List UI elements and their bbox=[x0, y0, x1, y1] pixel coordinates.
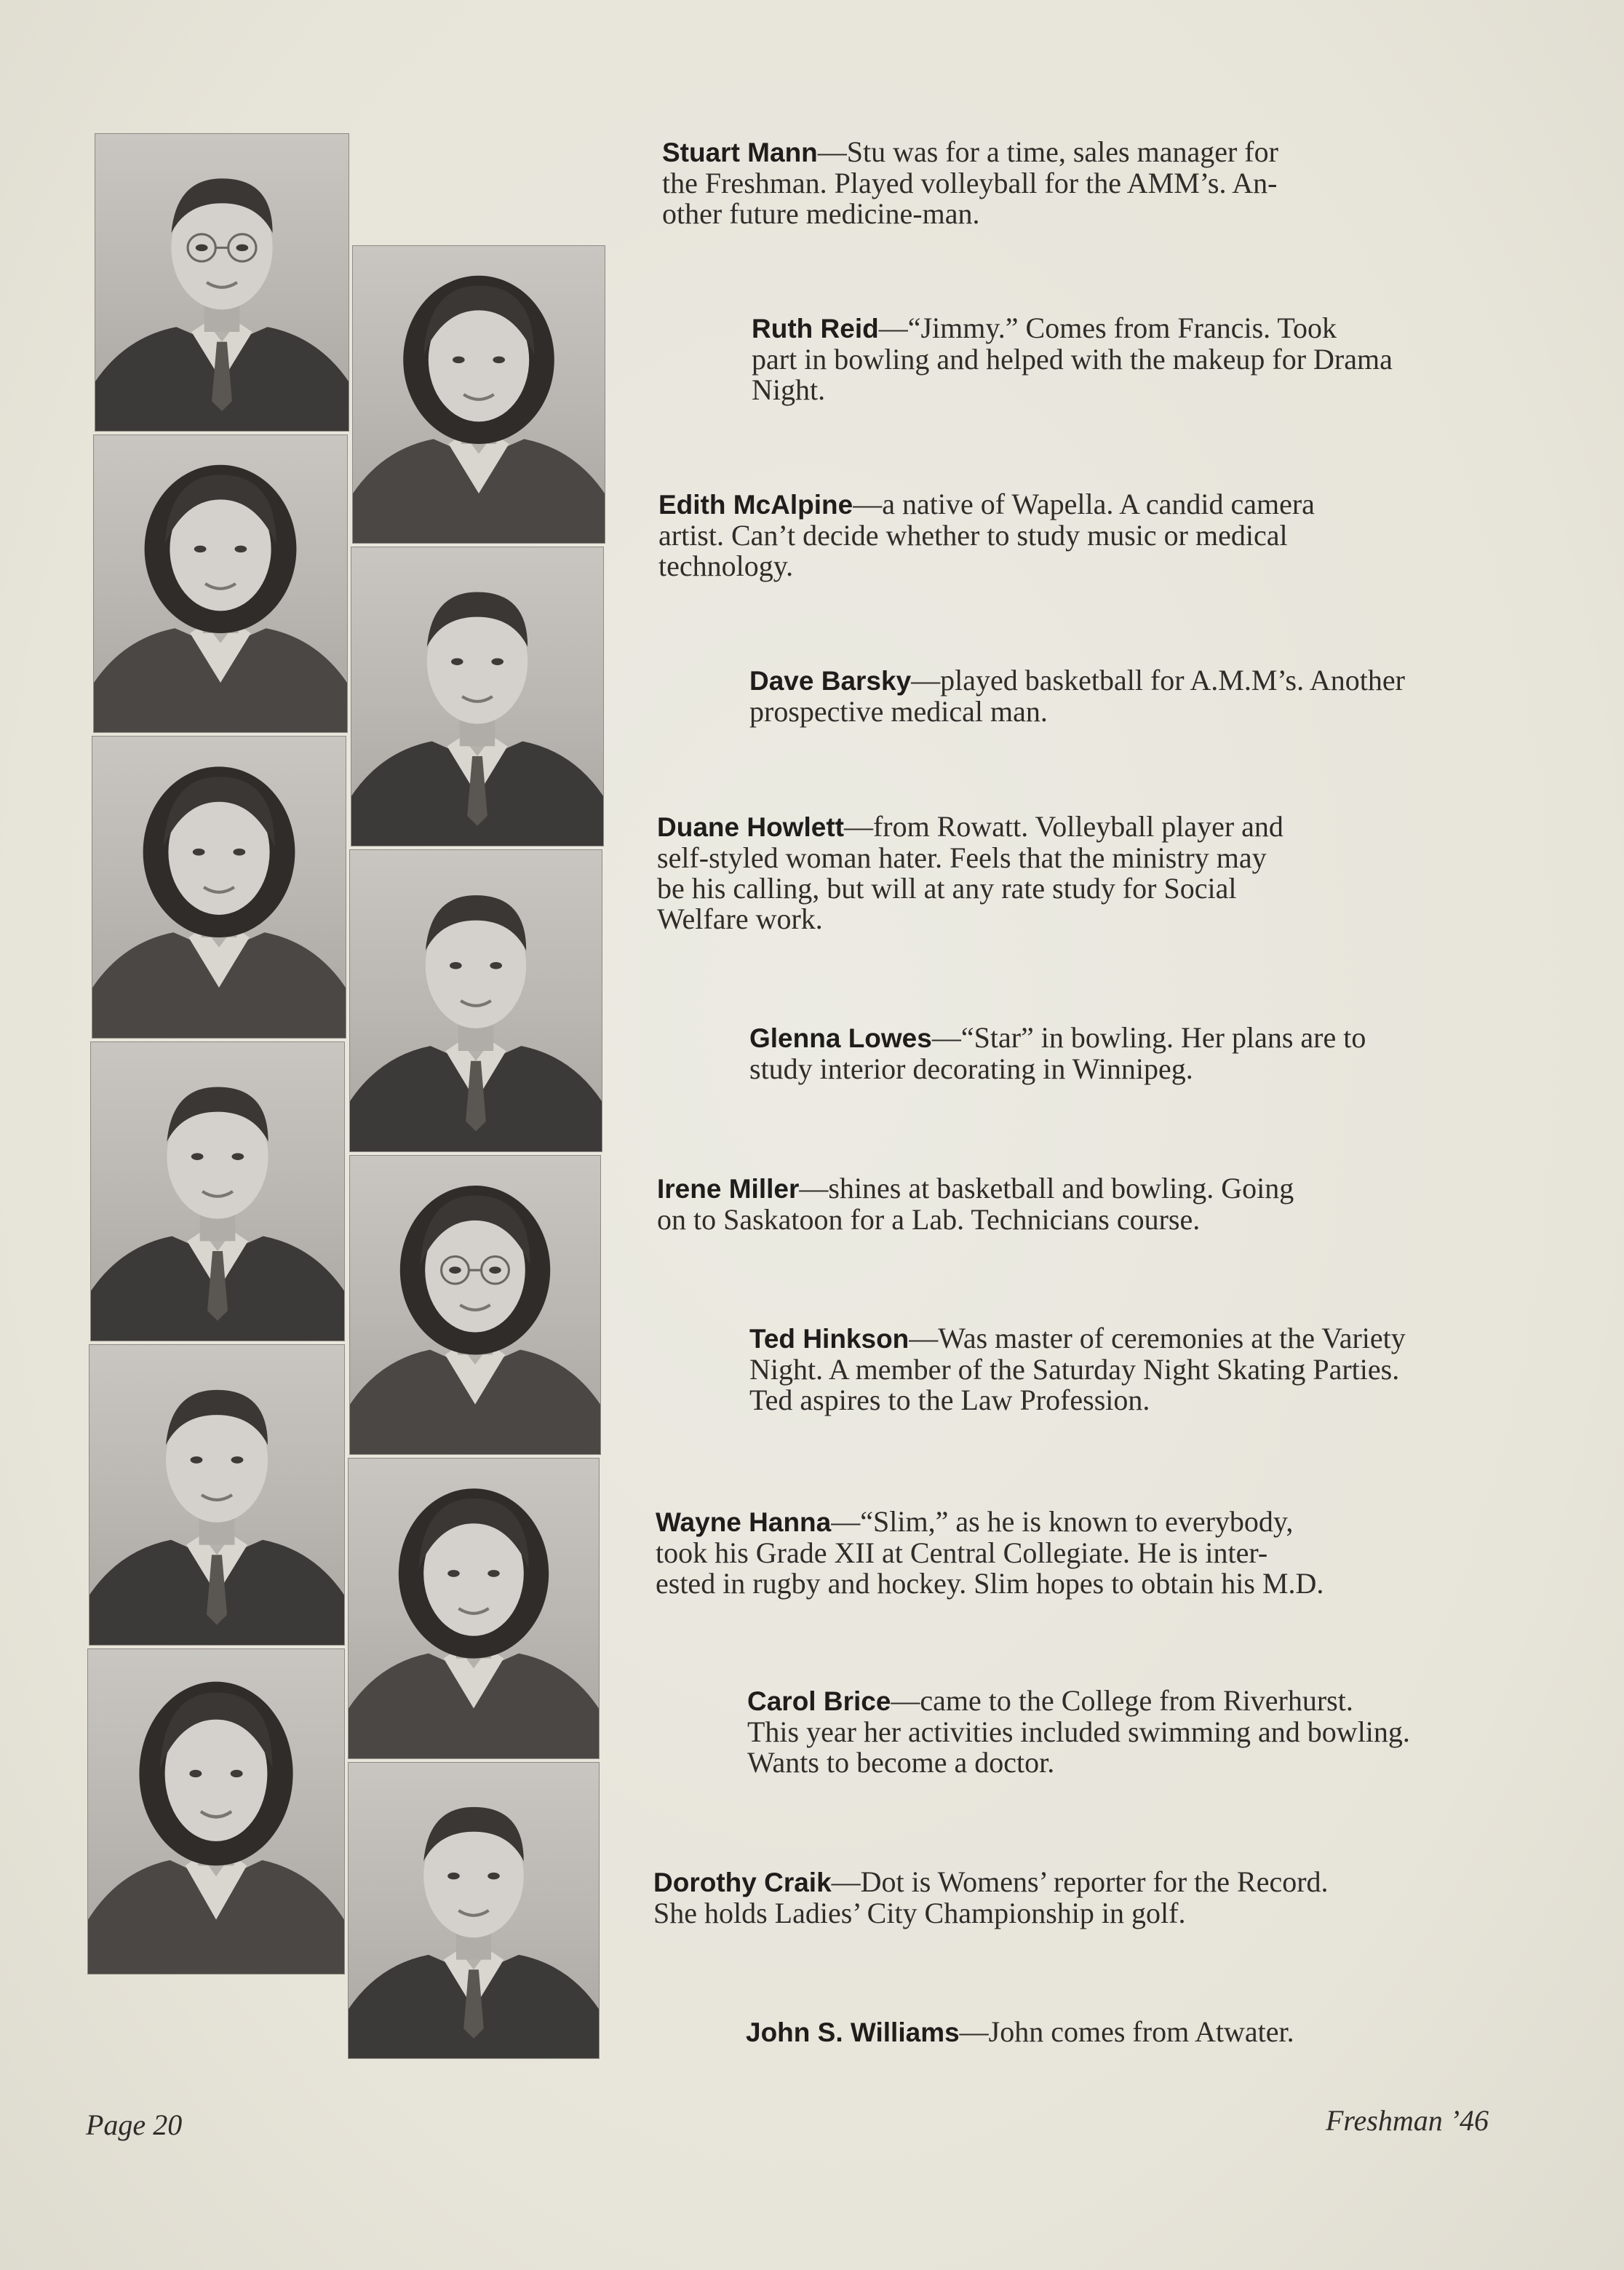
portrait-photo-carol-brice bbox=[348, 1458, 600, 1759]
portrait-photo-dorothy-craik bbox=[87, 1648, 345, 1975]
portrait-male-icon bbox=[91, 1042, 344, 1341]
portrait-photo-duane-howlett bbox=[92, 736, 346, 1039]
entry-text: —“Star” in bowling. Her plans are to bbox=[931, 1021, 1366, 1054]
entry-carol-brice bbox=[747, 1686, 1522, 1778]
student-name: John S. Williams bbox=[746, 2017, 960, 2047]
entry-ruth-reid bbox=[752, 313, 1521, 405]
entry-duane-howlett bbox=[657, 811, 1428, 934]
entry-text: other future medicine-man. bbox=[662, 197, 980, 230]
entry-dorothy-craik bbox=[653, 1867, 1425, 1929]
entry-text: —came to the College from Riverhurst. bbox=[891, 1684, 1353, 1717]
student-name: Dorothy Craik bbox=[653, 1868, 832, 1897]
portrait-female-icon bbox=[88, 1649, 344, 1974]
student-name: Ted Hinkson bbox=[749, 1324, 909, 1354]
entry-john-williams bbox=[746, 2017, 1517, 2048]
entry-text: ested in rugby and hockey. Slim hopes to obtain his M.D. bbox=[656, 1567, 1324, 1600]
entry-text: —played basketball for A.M.M’s. Another bbox=[911, 664, 1405, 697]
entry-text: took his Grade XII at Central Collegiate. He is inter- bbox=[656, 1536, 1268, 1569]
portrait-female-icon bbox=[94, 435, 347, 732]
entry-text: —a native of Wapella. A candid camera bbox=[853, 488, 1315, 520]
portrait-female-icon bbox=[353, 246, 605, 543]
entry-text: Night. A member of the Saturday Night Skating Parties. bbox=[749, 1353, 1400, 1386]
portrait-photo-stuart-mann bbox=[95, 133, 349, 432]
student-name: Edith McAlpine bbox=[658, 490, 853, 520]
portrait-male-icon bbox=[350, 850, 602, 1151]
entry-text: Wants to become a doctor. bbox=[747, 1746, 1055, 1779]
portrait-male-glasses-icon bbox=[95, 134, 349, 431]
entry-text: self-styled woman hater. Feels that the ministry may bbox=[657, 841, 1267, 874]
entry-text: This year her activities included swimming and bowling. bbox=[747, 1715, 1410, 1748]
portrait-female-glasses-icon bbox=[350, 1156, 600, 1454]
entry-edith-mcalpine bbox=[658, 489, 1430, 582]
entry-text: Welfare work. bbox=[657, 902, 823, 935]
portrait-photo-ruth-reid bbox=[352, 245, 605, 544]
entry-text: —from Rowatt. Volleyball player and bbox=[843, 810, 1283, 843]
entry-text: the Freshman. Played volleyball for the AMM’s. An- bbox=[662, 167, 1278, 199]
portrait-photo-dave-barsky bbox=[351, 547, 604, 846]
student-name: Carol Brice bbox=[747, 1686, 891, 1716]
entry-text: technology. bbox=[658, 549, 794, 582]
entry-irene-miller bbox=[657, 1173, 1428, 1235]
entry-text: Ted aspires to the Law Profession. bbox=[749, 1384, 1150, 1416]
entry-text: be his calling, but will at any rate study for Social bbox=[657, 872, 1237, 905]
entry-text: —shines at basketball and bowling. Going bbox=[799, 1172, 1294, 1205]
entry-text: —“Slim,” as he is known to everybody, bbox=[831, 1505, 1294, 1538]
student-name: Irene Miller bbox=[657, 1174, 800, 1204]
portrait-female-icon bbox=[349, 1459, 599, 1758]
entry-stuart-mann bbox=[662, 137, 1430, 229]
portrait-female-icon bbox=[92, 737, 346, 1038]
portrait-photo-glenna-lowes bbox=[349, 849, 602, 1152]
portrait-photo-edith-mcalpine bbox=[93, 434, 348, 733]
portrait-photo-irene-miller bbox=[90, 1041, 345, 1341]
entry-text: study interior decorating in Winnipeg. bbox=[749, 1052, 1193, 1085]
entry-glenna-lowes bbox=[749, 1023, 1521, 1084]
entry-ted-hinkson bbox=[749, 1323, 1524, 1416]
portrait-photo-john-williams bbox=[348, 1762, 600, 2059]
student-name: Glenna Lowes bbox=[749, 1023, 932, 1053]
portrait-photo-ted-hinkson bbox=[349, 1155, 601, 1455]
student-name: Duane Howlett bbox=[657, 812, 844, 842]
entry-wayne-hanna bbox=[656, 1507, 1427, 1599]
entry-text: part in bowling and helped with the makeup for Drama bbox=[752, 343, 1393, 376]
page-number: Page 20 bbox=[86, 2108, 183, 2141]
portrait-male-icon bbox=[351, 547, 603, 846]
entry-text: She holds Ladies’ City Championship in golf. bbox=[653, 1897, 1186, 1929]
portrait-photo-wayne-hanna bbox=[89, 1344, 345, 1646]
portrait-male-icon bbox=[89, 1345, 344, 1645]
entry-text: on to Saskatoon for a Lab. Technicians course. bbox=[657, 1203, 1201, 1236]
entry-text: —John comes from Atwater. bbox=[959, 2015, 1294, 2048]
entry-text: —“Jimmy.” Comes from Francis. Took bbox=[878, 311, 1337, 344]
student-name: Wayne Hanna bbox=[656, 1507, 832, 1537]
entry-dave-barsky bbox=[749, 665, 1521, 727]
student-name: Stuart Mann bbox=[662, 138, 818, 167]
entry-text: artist. Can’t decide whether to study music or medical bbox=[658, 519, 1288, 552]
student-name: Ruth Reid bbox=[752, 314, 879, 344]
entry-text: —Dot is Womens’ reporter for the Record. bbox=[831, 1865, 1329, 1898]
publication-title: Freshman ’46 bbox=[1326, 2104, 1489, 2137]
entry-text: —Stu was for a time, sales manager for bbox=[817, 135, 1278, 168]
portrait-male-icon bbox=[349, 1763, 599, 2058]
entry-text: Night. bbox=[752, 373, 826, 406]
entry-text: —Was master of ceremonies at the Variety bbox=[909, 1322, 1406, 1354]
student-name: Dave Barsky bbox=[749, 666, 912, 696]
entry-text: prospective medical man. bbox=[749, 695, 1048, 728]
